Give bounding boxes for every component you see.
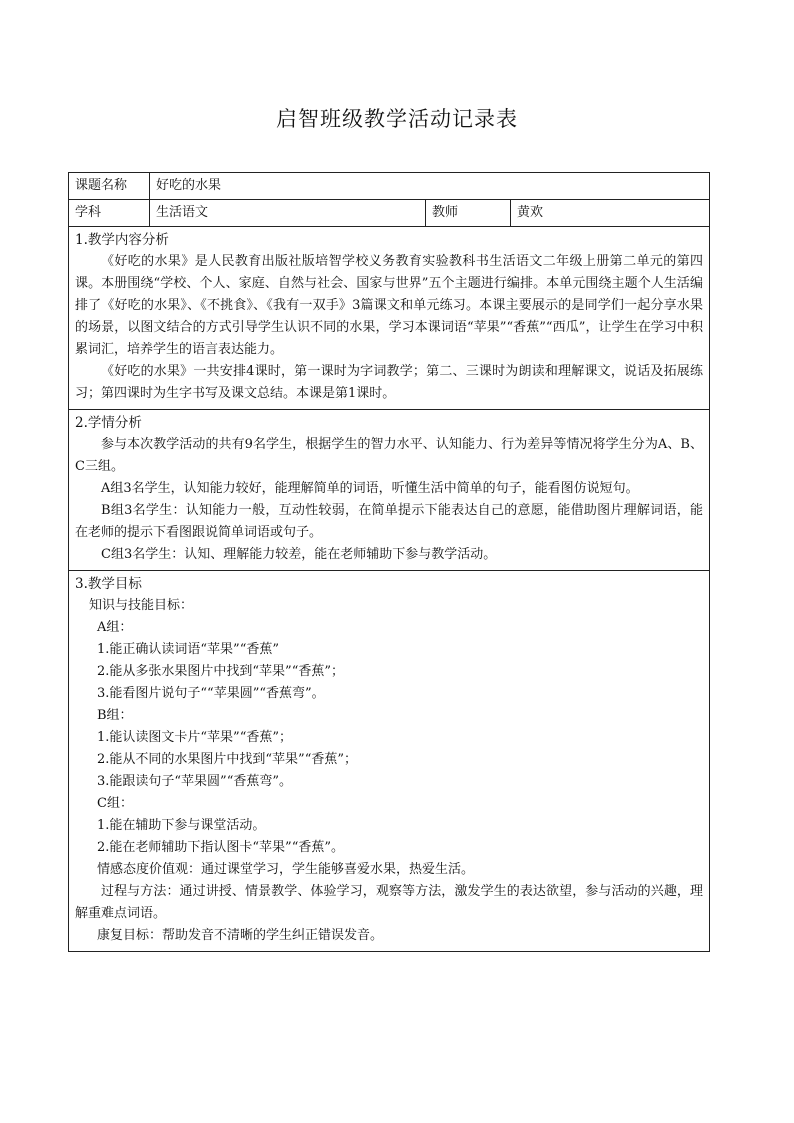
student-analysis-row [69, 410, 710, 571]
group-b-label: B组： [97, 708, 133, 723]
objective-item: 3.能跟读句子“苹果圆”“香蕉弯”。 [97, 774, 292, 789]
content-analysis-heading: 1.教学内容分析 [75, 232, 169, 248]
group-c-label: C组： [97, 796, 133, 811]
objectives-row [69, 571, 710, 952]
group-c-description: C组3名学生：认知、理解能力较差，能在老师辅助下参与教学活动。 [101, 547, 497, 562]
objective-item: 1.能认读图文卡片“苹果”“香蕉”； [97, 730, 292, 745]
subject-value: 生活语文 [150, 200, 426, 227]
objective-item: 3.能看图片说句子““苹果圆”“香蕉弯”。 [97, 686, 325, 701]
student-analysis-paragraph: 参与本次教学活动的共有9名学生，根据学生的智力水平、认知能力、行为差异等情况将学生分为A、B、C三组。 [75, 437, 704, 474]
subject-row [69, 200, 710, 227]
objective-item: 2.能从不同的水果图片中找到“苹果”“香蕉”； [97, 752, 357, 767]
objective-item: 2.能在老师辅助下指认图卡“苹果”“香蕉”。 [97, 840, 344, 855]
student-analysis-section [69, 410, 710, 571]
content-analysis-paragraph: 《好吃的水果》是人民教育出版社版培智学校义务教育实验教科书生活语文二年级上册第二单元的第四课。本册围绕“学校、个人、家庭、自然与社会、国家与世界”五个主题进行编排。本单元围绕主题个人生活编排了《好吃的水果》、《不挑食》、《我有一双手》3篇课文和单元练习。本课主要展示的是同学们一起分享水果的场景，以图文结合的方式引导学生认识不同的水果，学习本课词语“苹果”“香蕉”“西瓜”，让学生在学习中积累词汇，培养学生的语言表达能力。 [75, 254, 704, 357]
objective-item: 1.能正确认读词语“苹果”“香蕉” [97, 642, 279, 657]
group-b-description: B组3名学生：认知能力一般，互动性较弱，在简单提示下能表达自己的意愿，能借助图片理解词语，能在老师的提示下看图跟说简单词语或句子。 [75, 503, 704, 540]
subject-label: 学科 [69, 200, 150, 227]
objective-item: 2.能从多张水果图片中找到“苹果”“香蕉”； [97, 664, 344, 679]
content-analysis-row [69, 227, 710, 410]
objectives-section [69, 571, 710, 952]
group-a-description: A组3名学生，认知能力较好，能理解简单的词语，听懂生活中简单的句子，能看图仿说短句。 [101, 481, 639, 496]
objective-item: 1.能在辅助下参与课堂活动。 [97, 818, 266, 833]
group-a-label: A组： [97, 620, 133, 635]
topic-value: 好吃的水果 [150, 173, 710, 200]
topic-label: 课题名称 [69, 173, 150, 200]
process-objective: 过程与方法：通过讲授、情景教学、体验学习，观察等方法，激发学生的表达欲望，参与活动的兴趣，理解重难点词语。 [75, 884, 704, 921]
content-analysis-section [69, 227, 710, 410]
knowledge-skill-label: 知识与技能目标： [89, 598, 194, 613]
emotion-objective: 情感态度价值观：通过课堂学习，学生能够喜爱水果，热爱生活。 [97, 862, 475, 877]
record-table [68, 172, 710, 952]
content-analysis-paragraph: 《好吃的水果》一共安排4课时，第一课时为字词教学；第二、三课时为朗读和理解课文，说话及拓展练习；第四课时为生字书写及课文总结。本课是第1课时。 [75, 364, 704, 401]
objectives-heading: 3.教学目标 [75, 576, 142, 592]
rehab-objective: 康复目标：帮助发音不清晰的学生纠正错误发音。 [97, 928, 384, 943]
teacher-label: 教师 [426, 200, 511, 227]
student-analysis-heading: 2.学情分析 [75, 415, 142, 431]
page-title: 启智班级教学活动记录表 [276, 107, 518, 131]
topic-row [69, 173, 710, 200]
teacher-value: 黄欢 [511, 200, 710, 227]
